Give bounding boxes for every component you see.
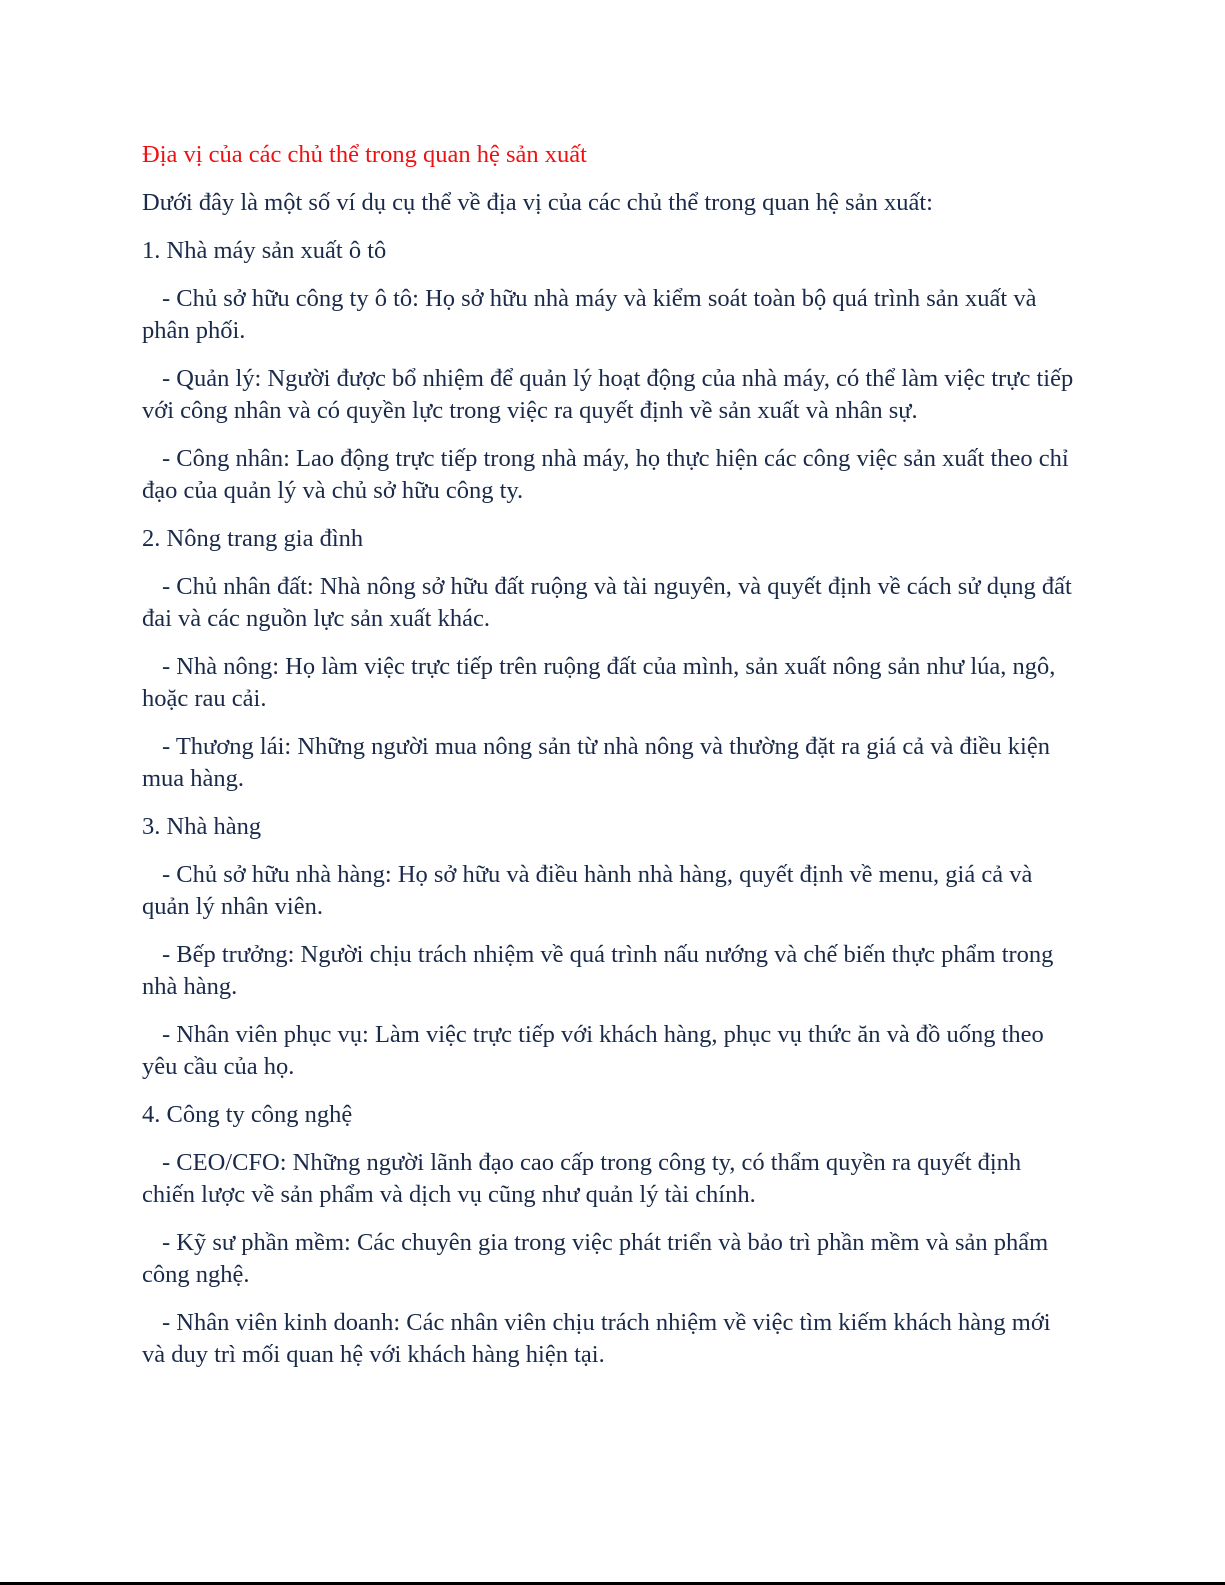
- list-item: - CEO/CFO: Những người lãnh đạo cao cấp trong công ty, có thẩm quyền ra quyết định chiến lược về sản phẩm và dịch vụ cũng như quản lý tài chính.: [142, 1149, 1022, 1208]
- section-heading-restaurant: 3. Nhà hàng: [142, 813, 262, 840]
- section-heading-tech-company: 4. Công ty công nghệ: [142, 1101, 353, 1128]
- list-item: - Kỹ sư phần mềm: Các chuyên gia trong việc phát triển và bảo trì phần mềm và sản phẩm công nghệ.: [142, 1229, 1049, 1288]
- document-title: Địa vị của các chủ thể trong quan hệ sản xuất: [142, 141, 587, 168]
- section-heading-car-factory: 1. Nhà máy sản xuất ô tô: [142, 237, 387, 264]
- section-heading-family-farm: 2. Nông trang gia đình: [142, 525, 364, 552]
- list-item: - Chủ sở hữu nhà hàng: Họ sở hữu và điều hành nhà hàng, quyết định về menu, giá cả và quản lý nhân viên.: [142, 861, 1033, 920]
- list-item: - Nhà nông: Họ làm việc trực tiếp trên ruộng đất của mình, sản xuất nông sản như lúa, ngô, hoặc rau cải.: [142, 653, 1056, 712]
- document-body: [142, 139, 1077, 1387]
- list-item: - Thương lái: Những người mua nông sản từ nhà nông và thường đặt ra giá cả và điều kiện mua hàng.: [142, 733, 1050, 792]
- list-item: - Chủ sở hữu công ty ô tô: Họ sở hữu nhà máy và kiểm soát toàn bộ quá trình sản xuất và phân phối.: [142, 285, 1037, 344]
- list-item: - Quản lý: Người được bổ nhiệm để quản lý hoạt động của nhà máy, có thể làm việc trực tiếp với công nhân và có quyền lực trong việc ra quyết định về sản xuất và nhân sự.: [142, 365, 1074, 424]
- list-item: - Nhân viên phục vụ: Làm việc trực tiếp với khách hàng, phục vụ thức ăn và đồ uống theo yêu cầu của họ.: [142, 1021, 1044, 1080]
- list-item: - Bếp trưởng: Người chịu trách nhiệm về quá trình nấu nướng và chế biến thực phẩm trong nhà hàng.: [142, 941, 1054, 1000]
- intro-paragraph: Dưới đây là một số ví dụ cụ thể về địa vị của các chủ thể trong quan hệ sản xuất:: [142, 189, 933, 216]
- list-item: - Chủ nhân đất: Nhà nông sở hữu đất ruộng và tài nguyên, và quyết định về cách sử dụng đất đai và các nguồn lực sản xuất khác.: [142, 573, 1072, 632]
- list-item: - Công nhân: Lao động trực tiếp trong nhà máy, họ thực hiện các công việc sản xuất theo chỉ đạo của quản lý và chủ sở hữu công ty.: [142, 445, 1069, 504]
- list-item: - Nhân viên kinh doanh: Các nhân viên chịu trách nhiệm về việc tìm kiếm khách hàng mới và duy trì mối quan hệ với khách hàng hiện tại.: [142, 1309, 1051, 1368]
